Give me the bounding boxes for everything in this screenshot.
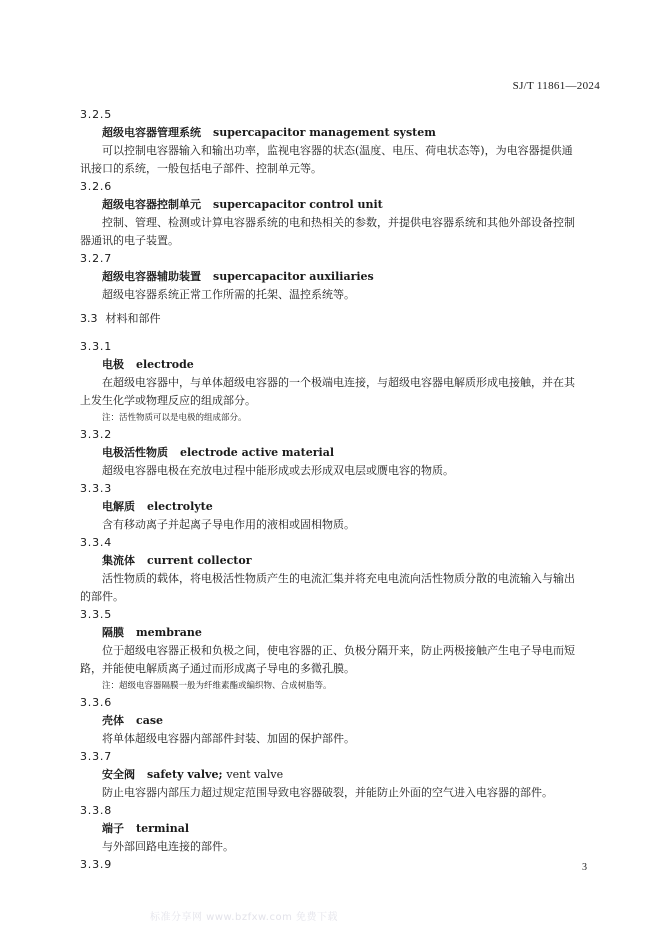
clause-number: 3.3.3 <box>80 482 112 495</box>
section-number: 3.3 <box>80 312 98 325</box>
clause-number: 3.3.8 <box>80 804 112 817</box>
term-definition-continued: 上发生化学或物理反应的组成部分。 <box>80 394 256 407</box>
term-definition: 超级电容器系统正常工作所需的托架、温控系统等。 <box>102 288 355 301</box>
term-definition: 超级电容器电极在充放电过程中能形成或去形成双电层或赝电容的物质。 <box>102 464 454 477</box>
term-zh: 超级电容器控制单元 <box>102 198 201 211</box>
standard-number-header: SJ/T 11861—2024 <box>512 80 600 92</box>
section-heading <box>80 310 600 328</box>
clause-number: 3.2.7 <box>80 252 112 265</box>
term-heading <box>102 766 600 784</box>
term-zh: 电解质 <box>102 500 135 513</box>
term-definition: 将单体超级电容器内部部件封装、加固的保护部件。 <box>102 732 355 745</box>
term-definition-continued: 路，并能使电解质离子通过而形成离子导电的多微孔膜。 <box>80 662 355 675</box>
term-definition: 位于超级电容器正极和负极之间，使电容器的正、负极分隔开来，防止两极接触产生电子导电而短 <box>102 644 575 657</box>
term-definition-continued: 讯接口的系统，一般包括电子部件、控制单元等。 <box>80 162 322 175</box>
term-en: membrane <box>136 626 202 639</box>
section-title: 材料和部件 <box>105 312 161 325</box>
term-en: safety valve; <box>147 768 223 781</box>
term-definition: 防止电容器内部压力超过规定范围导致电容器破裂，并能防止外面的空气进入电容器的部件。 <box>102 786 553 799</box>
term-definition: 可以控制电容器输入和输出功率，监视电容器的状态(温度、电压、荷电状态等)，为电容器提供通 <box>102 144 573 157</box>
term-en: electrode <box>136 358 194 371</box>
watermark-text: 标准分享网 www.bzfxw.com 免费下载 <box>150 912 338 923</box>
term-note: 注：超级电容器隔膜一般为纤维素酯或编织物、合成树脂等。 <box>102 681 332 691</box>
term-en-alternative: vent valve <box>226 768 284 781</box>
term-en: supercapacitor management system <box>213 126 436 139</box>
clause-number: 3.3.6 <box>80 696 112 709</box>
term-definition: 活性物质的载体，将电极活性物质产生的电流汇集并将充电电流向活性物质分散的电流输入与输出 <box>102 572 575 585</box>
term-en: supercapacitor control unit <box>213 198 383 211</box>
term-en: electrolyte <box>147 500 213 513</box>
term-heading <box>102 356 600 374</box>
clause-number: 3.2.6 <box>80 180 112 193</box>
clause-number: 3.3.4 <box>80 536 112 549</box>
term-note: 注：活性物质可以是电极的组成部分。 <box>102 413 247 423</box>
term-heading <box>102 196 600 214</box>
term-heading <box>102 552 600 570</box>
term-zh: 超级电容器管理系统 <box>102 126 201 139</box>
term-heading <box>102 124 600 142</box>
term-en: supercapacitor auxiliaries <box>213 270 374 283</box>
term-zh: 集流体 <box>102 554 135 567</box>
term-heading <box>102 712 600 730</box>
term-en: electrode active material <box>180 446 335 459</box>
term-en: terminal <box>136 822 189 835</box>
clause-number: 3.3.7 <box>80 750 112 763</box>
page-number: 3 <box>582 862 587 873</box>
clause-number: 3.2.5 <box>80 108 112 121</box>
clause-number: 3.3.2 <box>80 428 112 441</box>
term-heading <box>102 820 600 838</box>
clause-number: 3.3.1 <box>80 340 112 353</box>
clause-number: 3.3.5 <box>80 608 112 621</box>
term-heading <box>102 444 600 462</box>
term-zh: 超级电容器辅助装置 <box>102 270 201 283</box>
term-en: current collector <box>147 554 252 567</box>
term-definition-continued: 器通讯的电子装置。 <box>80 234 179 247</box>
term-zh: 壳体 <box>102 714 124 727</box>
term-definition: 含有移动离子并起离子导电作用的液相或固相物质。 <box>102 518 355 531</box>
clause-number: 3.3.9 <box>80 858 112 871</box>
term-heading <box>102 498 600 516</box>
terms-content <box>80 106 600 874</box>
term-definition: 在超级电容器中，与单体超级电容器的一个极端电连接，与超级电容器电解质形成电接触，并在其 <box>102 376 575 389</box>
term-en: case <box>136 714 164 727</box>
term-zh: 隔膜 <box>102 626 124 639</box>
term-heading <box>102 624 600 642</box>
term-zh: 安全阀 <box>102 768 135 781</box>
term-heading <box>102 268 600 286</box>
term-definition: 控制、管理、检测或计算电容器系统的电和热相关的参数，并提供电容器系统和其他外部设备控制 <box>102 216 575 229</box>
term-zh: 电极 <box>102 358 124 371</box>
term-definition-continued: 的部件。 <box>80 590 124 603</box>
term-zh: 电极活性物质 <box>102 446 168 459</box>
term-zh: 端子 <box>102 822 124 835</box>
term-definition: 与外部回路电连接的部件。 <box>102 840 234 853</box>
